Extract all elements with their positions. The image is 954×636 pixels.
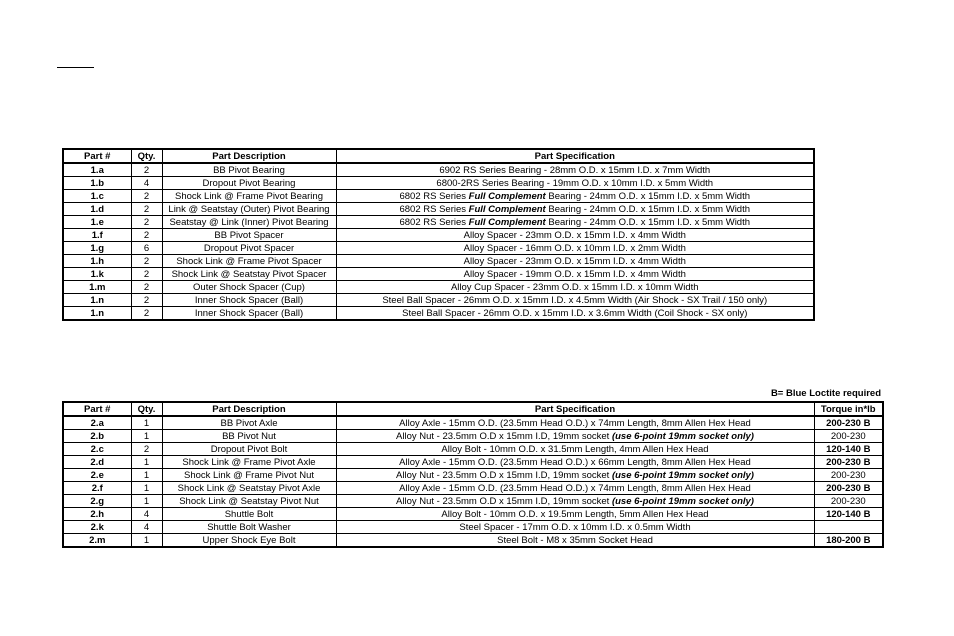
part-description-cell: Upper Shock Eye Bolt: [162, 534, 336, 548]
qty-cell: 2: [131, 190, 162, 203]
spec-text: 6902 RS Series Bearing - 28mm O.D. x 15mm I.D. x 7mm Width: [439, 164, 711, 176]
column-header-part-description: Part Description: [162, 402, 336, 416]
spec-text: Alloy Nut - 23.5mm O.D x 15mm I.D, 19mm socket: [396, 469, 612, 481]
spec-text: Steel Ball Spacer - 26mm O.D. x 15mm I.D. x 3.6mm Width (Coil Shock - SX only): [402, 307, 748, 319]
part-description-cell: Dropout Pivot Bolt: [162, 443, 336, 456]
qty-cell: 4: [131, 508, 162, 521]
spec-text: Alloy Nut - 23.5mm O.D x 15mm I.D, 19mm socket: [396, 430, 612, 442]
part-number-cell: 1.c: [63, 190, 131, 203]
part-number-cell: 2.m: [63, 534, 131, 548]
qty-cell: 2: [131, 307, 162, 321]
qty-cell: 1: [131, 482, 162, 495]
column-header-part-specification: Part Specification: [336, 402, 814, 416]
part-specification-cell: [336, 508, 814, 521]
spec-text: Steel Ball Spacer - 26mm O.D. x 15mm I.D. x 4.5mm Width (Air Shock - SX Trail / 150 only): [382, 294, 768, 306]
part-specification-cell: [336, 281, 814, 294]
table-row: [63, 521, 883, 534]
part-specification-cell: [336, 294, 814, 307]
column-header-qty: Qty.: [131, 402, 162, 416]
qty-cell: 6: [131, 242, 162, 255]
table-row: [63, 203, 814, 216]
spec-emphasis: Full Complement: [468, 216, 546, 228]
part-number-cell: 1.h: [63, 255, 131, 268]
part-description-cell: Shock Link @ Seatstay Pivot Nut: [162, 495, 336, 508]
spec-text-suffix: Bearing - 24mm O.D. x 15mm I.D. x 5mm Width: [545, 203, 751, 215]
spec-text: Alloy Bolt - 10mm O.D. x 31.5mm Length, 4mm Allen Hex Head: [441, 443, 709, 455]
column-header-part-description: Part Description: [162, 149, 336, 163]
part-specification-cell: [336, 443, 814, 456]
qty-cell: 2: [131, 443, 162, 456]
spec-text: 6802 RS Series: [399, 190, 469, 202]
qty-cell: 1: [131, 495, 162, 508]
torque-cell: 120-140 B: [814, 443, 883, 456]
part-description-cell: Shock Link @ Seatstay Pivot Axle: [162, 482, 336, 495]
spec-text: Alloy Axle - 15mm O.D. (23.5mm Head O.D.) x 66mm Length, 8mm Allen Hex Head: [399, 456, 751, 468]
table-row: [63, 430, 883, 443]
column-header-part-specification: Part Specification: [336, 149, 814, 163]
table-row: [63, 242, 814, 255]
header-rule: [57, 67, 94, 68]
spec-text-suffix: Bearing - 24mm O.D. x 15mm I.D. x 5mm Width: [545, 190, 751, 202]
torque-cell: 200-230: [814, 469, 883, 482]
table-row: [63, 534, 883, 548]
spec-text: 6802 RS Series: [399, 216, 469, 228]
qty-cell: 1: [131, 456, 162, 469]
part-description-cell: BB Pivot Bearing: [162, 163, 336, 177]
hardware-torque-table: [62, 401, 884, 548]
spec-text: Alloy Spacer - 19mm O.D. x 15mm I.D. x 4mm Width: [463, 268, 686, 280]
qty-cell: 2: [131, 255, 162, 268]
table-row: [63, 190, 814, 203]
qty-cell: 2: [131, 229, 162, 242]
part-description-cell: BB Pivot Nut: [162, 430, 336, 443]
part-specification-cell: [336, 203, 814, 216]
torque-cell: 200-230: [814, 495, 883, 508]
part-number-cell: 2.k: [63, 521, 131, 534]
part-description-cell: Shock Link @ Frame Pivot Nut: [162, 469, 336, 482]
qty-cell: 2: [131, 294, 162, 307]
part-description-cell: BB Pivot Axle: [162, 416, 336, 430]
part-description-cell: Shock Link @ Seatstay Pivot Spacer: [162, 268, 336, 281]
spec-text: Alloy Spacer - 16mm O.D. x 10mm I.D. x 2mm Width: [463, 242, 686, 254]
part-description-cell: BB Pivot Spacer: [162, 229, 336, 242]
spec-text: Alloy Nut - 23.5mm O.D x 15mm I.D, 19mm socket: [396, 495, 612, 507]
part-number-cell: 2.b: [63, 430, 131, 443]
column-header-part-number: Part #: [63, 402, 131, 416]
table-row: [63, 177, 814, 190]
spec-emphasis: (use 6-point 19mm socket only): [611, 495, 754, 507]
qty-cell: 4: [131, 521, 162, 534]
part-number-cell: 2.f: [63, 482, 131, 495]
torque-cell: [814, 521, 883, 534]
part-description-cell: Dropout Pivot Spacer: [162, 242, 336, 255]
part-specification-cell: [336, 255, 814, 268]
table-row: [63, 281, 814, 294]
table-row: [63, 229, 814, 242]
part-specification-cell: [336, 163, 814, 177]
part-specification-cell: [336, 242, 814, 255]
table-row: [63, 469, 883, 482]
column-header-torque: Torque in*lb: [814, 402, 883, 416]
part-number-cell: 1.k: [63, 268, 131, 281]
part-description-cell: Shuttle Bolt Washer: [162, 521, 336, 534]
part-description-cell: Inner Shock Spacer (Ball): [162, 307, 336, 321]
spec-text: 6802 RS Series: [399, 203, 469, 215]
part-specification-cell: [336, 216, 814, 229]
qty-cell: 2: [131, 203, 162, 216]
part-specification-cell: [336, 307, 814, 321]
part-number-cell: 1.a: [63, 163, 131, 177]
part-number-cell: 2.e: [63, 469, 131, 482]
part-specification-cell: [336, 482, 814, 495]
spec-text: Alloy Spacer - 23mm O.D. x 15mm I.D. x 4mm Width: [463, 255, 686, 267]
part-number-cell: 1.d: [63, 203, 131, 216]
qty-cell: 1: [131, 416, 162, 430]
table-row: [63, 416, 883, 430]
table-row: [63, 216, 814, 229]
table-header-row: [63, 402, 883, 416]
part-specification-cell: [336, 190, 814, 203]
part-number-cell: 2.a: [63, 416, 131, 430]
part-description-cell: Outer Shock Spacer (Cup): [162, 281, 336, 294]
qty-cell: 4: [131, 177, 162, 190]
part-specification-cell: [336, 456, 814, 469]
part-number-cell: 2.d: [63, 456, 131, 469]
table-header-row: [63, 149, 814, 163]
part-description-cell: Shock Link @ Frame Pivot Axle: [162, 456, 336, 469]
spec-text: Steel Bolt - M8 x 35mm Socket Head: [497, 534, 653, 546]
qty-cell: 2: [131, 281, 162, 294]
part-number-cell: 1.f: [63, 229, 131, 242]
qty-cell: 1: [131, 534, 162, 548]
spec-text: 6800-2RS Series Bearing - 19mm O.D. x 10mm I.D. x 5mm Width: [436, 177, 714, 189]
part-specification-cell: [336, 177, 814, 190]
spec-text: Alloy Spacer - 23mm O.D. x 15mm I.D. x 4mm Width: [463, 229, 686, 241]
part-number-cell: 2.h: [63, 508, 131, 521]
spec-text: Alloy Cup Spacer - 23mm O.D. x 15mm I.D. x 10mm Width: [450, 281, 699, 293]
table-row: [63, 255, 814, 268]
part-specification-cell: [336, 469, 814, 482]
part-number-cell: 2.g: [63, 495, 131, 508]
loctite-note: B= Blue Loctite required: [770, 388, 881, 399]
table-row: [63, 268, 814, 281]
torque-cell: 200-230 B: [814, 456, 883, 469]
part-description-cell: Shock Link @ Frame Pivot Bearing: [162, 190, 336, 203]
qty-cell: 2: [131, 216, 162, 229]
part-number-cell: 2.c: [63, 443, 131, 456]
table-row: [63, 163, 814, 177]
column-header-part-number: Part #: [63, 149, 131, 163]
table-row: [63, 456, 883, 469]
part-number-cell: 1.g: [63, 242, 131, 255]
part-description-cell: Dropout Pivot Bearing: [162, 177, 336, 190]
spec-text: Alloy Bolt - 10mm O.D. x 19.5mm Length, 5mm Allen Hex Head: [441, 508, 709, 520]
part-specification-cell: [336, 229, 814, 242]
qty-cell: 2: [131, 163, 162, 177]
spec-text: Alloy Axle - 15mm O.D. (23.5mm Head O.D.) x 74mm Length, 8mm Allen Hex Head: [399, 482, 751, 494]
spec-emphasis: (use 6-point 19mm socket only): [611, 430, 754, 442]
torque-cell: 180-200 B: [814, 534, 883, 548]
part-specification-cell: [336, 521, 814, 534]
part-specification-cell: [336, 416, 814, 430]
part-specification-cell: [336, 268, 814, 281]
spec-text: Steel Spacer - 17mm O.D. x 10mm I.D. x 0.5mm Width: [459, 521, 691, 533]
part-description-cell: Shuttle Bolt: [162, 508, 336, 521]
table-row: [63, 307, 814, 321]
column-header-qty: Qty.: [131, 149, 162, 163]
part-description-cell: Seatstay @ Link (Inner) Pivot Bearing: [162, 216, 336, 229]
part-specification-cell: [336, 534, 814, 548]
spec-emphasis: (use 6-point 19mm socket only): [611, 469, 754, 481]
spec-emphasis: Full Complement: [468, 203, 546, 215]
table-row: [63, 294, 814, 307]
torque-cell: 200-230 B: [814, 482, 883, 495]
part-number-cell: 1.n: [63, 307, 131, 321]
spec-emphasis: Full Complement: [468, 190, 546, 202]
part-number-cell: 1.n: [63, 294, 131, 307]
torque-cell: 200-230 B: [814, 416, 883, 430]
qty-cell: 1: [131, 469, 162, 482]
table-row: [63, 495, 883, 508]
part-number-cell: 1.e: [63, 216, 131, 229]
part-description-cell: Link @ Seatstay (Outer) Pivot Bearing: [162, 203, 336, 216]
part-number-cell: 1.b: [63, 177, 131, 190]
part-specification-cell: [336, 430, 814, 443]
torque-cell: 120-140 B: [814, 508, 883, 521]
table-row: [63, 508, 883, 521]
qty-cell: 1: [131, 430, 162, 443]
bearings-spacers-table: [62, 148, 815, 321]
part-description-cell: Inner Shock Spacer (Ball): [162, 294, 336, 307]
part-number-cell: 1.m: [63, 281, 131, 294]
part-description-cell: Shock Link @ Frame Pivot Spacer: [162, 255, 336, 268]
spec-text: Alloy Axle - 15mm O.D. (23.5mm Head O.D.) x 74mm Length, 8mm Allen Hex Head: [399, 417, 751, 429]
table-row: [63, 443, 883, 456]
qty-cell: 2: [131, 268, 162, 281]
part-specification-cell: [336, 495, 814, 508]
spec-text-suffix: Bearing - 24mm O.D. x 15mm I.D. x 5mm Width: [545, 216, 751, 228]
table-row: [63, 482, 883, 495]
torque-cell: 200-230: [814, 430, 883, 443]
